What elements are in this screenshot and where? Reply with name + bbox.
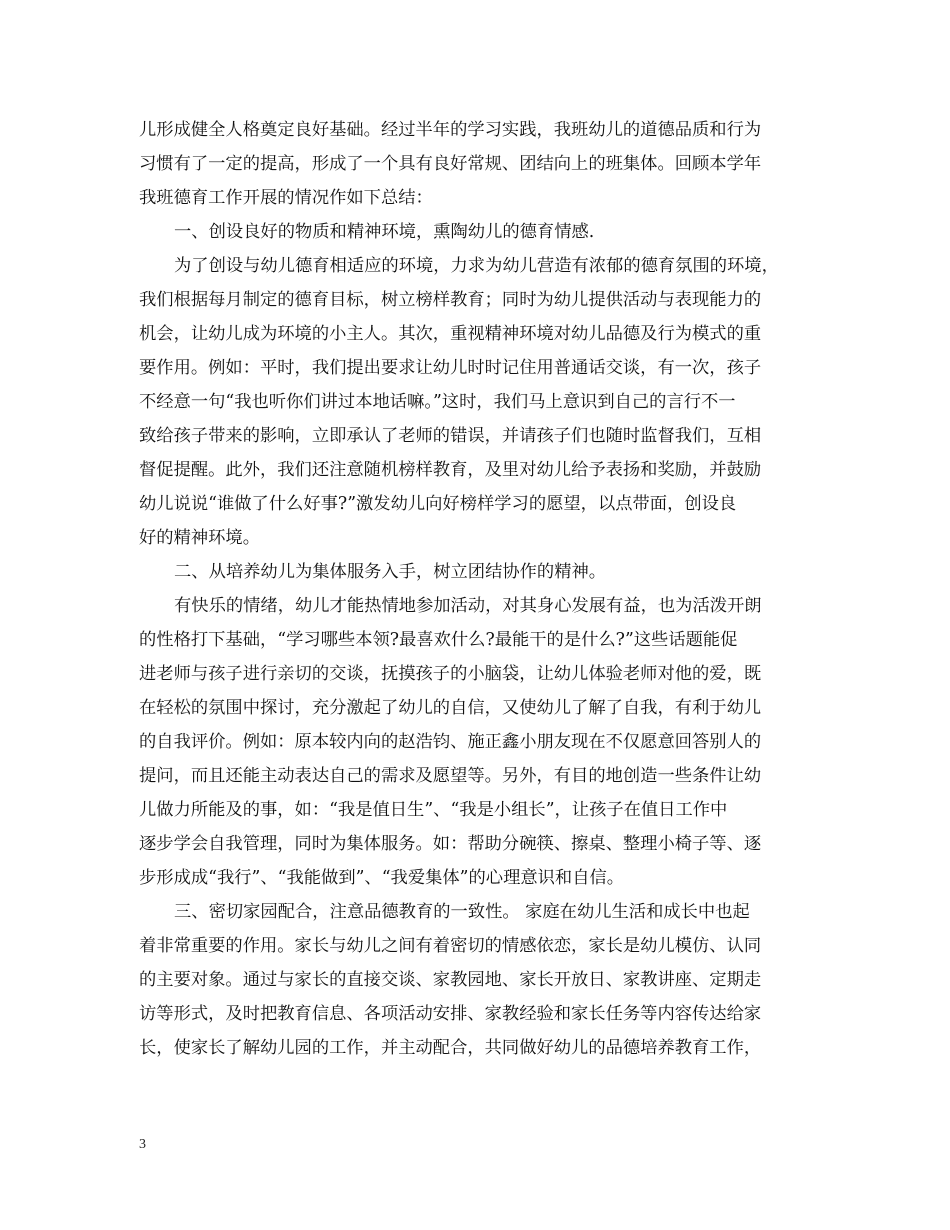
document-body [139,113,811,1065]
section-heading-1: 一、创设良好的物质和精神环境，熏陶幼儿的德育情感. [174,222,595,242]
text-line: 的主要对象。通过与家长的直接交谈、家教园地、家长开放日、家教讲座、定期走 [139,970,762,990]
text-line: 着非常重要的作用。家长与幼儿之间有着密切的情感依恋，家长是幼儿模仿、认同 [139,936,762,956]
text-line: 我们根据每月制定的德育目标，树立榜样教育；同时为幼儿提供活动与表现能力的 [139,290,762,310]
text-line: 致给孩子带来的影响，立即承认了老师的错误，并请孩子们也随时监督我们，互相 [139,426,762,446]
text-line: 步形成成“我行”、“我能做到”、“我爱集体”的心理意识和自信。 [139,868,625,888]
text-line: 要作用。例如：平时，我们提出要求让幼儿时时记住用普通话交谈，有一次，孩子 [139,358,762,378]
text-line: 为了创设与幼儿德育相适应的环境，力求为幼儿营造有浓郁的德育氛围的环境， [174,256,779,276]
text-line: 督促提醒。此外，我们还注意随机榜样教育，及里对幼儿给予表扬和奖励，并鼓励 [139,460,762,480]
text-line: 逐步学会自我管理，同时为集体服务。如：帮助分碗筷、擦桌、整理小椅子等、逐 [139,834,762,854]
text-line: 的自我评价。例如：原本较内向的赵浩钧、施正鑫小朋友现在不仅愿意回答别人的 [139,732,762,752]
text-line: 儿做力所能及的事，如：“我是值日生”、“我是小组长”，让孩子在值日工作中 [139,800,728,820]
text-line: 不经意一句“我也听你们讲过本地话嘛。”这时，我们马上意识到自己的言行不一 [139,392,736,412]
section-heading-2: 二、从培养幼儿为集体服务入手，树立团结协作的精神。 [174,562,607,582]
text-line: 习惯有了一定的提高，形成了一个具有良好常规、团结向上的班集体。回顾本学年 [139,154,762,174]
text-line: 幼儿说说“谁做了什么好事?”激发幼儿向好榜样学习的愿望，以点带面，创设良 [139,494,737,514]
text-line: 的性格打下基础，“学习哪些本领?最喜欢什么?最能干的是什么?”这些话题能促 [139,630,738,650]
text-line: 访等形式，及时把教育信息、各项活动安排、家教经验和家长任务等内容传达给家 [139,1004,762,1024]
text-line: 长，使家长了解幼儿园的工作，并主动配合，共同做好幼儿的品德培养教育工作， [139,1038,762,1058]
text-line: 好的精神环境。 [139,528,260,548]
page-number: 3 [139,1137,146,1152]
text-line: 我班德育工作开展的情况作如下总结： [139,188,433,208]
text-line: 机会，让幼儿成为环境的小主人。其次，重视精神环境对幼儿品德及行为模式的重 [139,324,762,344]
text-line: 进老师与孩子进行亲切的交谈，抚摸孩子的小脑袋，让幼儿体验老师对他的爱，既 [139,664,762,684]
text-line: 儿形成健全人格奠定良好基础。经过半年的学习实践，我班幼儿的道德品质和行为 [139,120,762,140]
text-line: 有快乐的情绪，幼儿才能热情地参加活动，对其身心发展有益，也为活泼开朗 [174,596,762,616]
section-heading-3: 三、密切家园配合，注意品德教育的一致性。 家庭在幼儿生活和成长中也起 [174,902,750,922]
text-line: 在轻松的氛围中探讨，充分激起了幼儿的自信，又使幼儿了解了自我，有利于幼儿 [139,698,762,718]
text-line: 提问，而且还能主动表达自己的需求及愿望等。另外，有目的地创造一些条件让幼 [139,766,762,786]
